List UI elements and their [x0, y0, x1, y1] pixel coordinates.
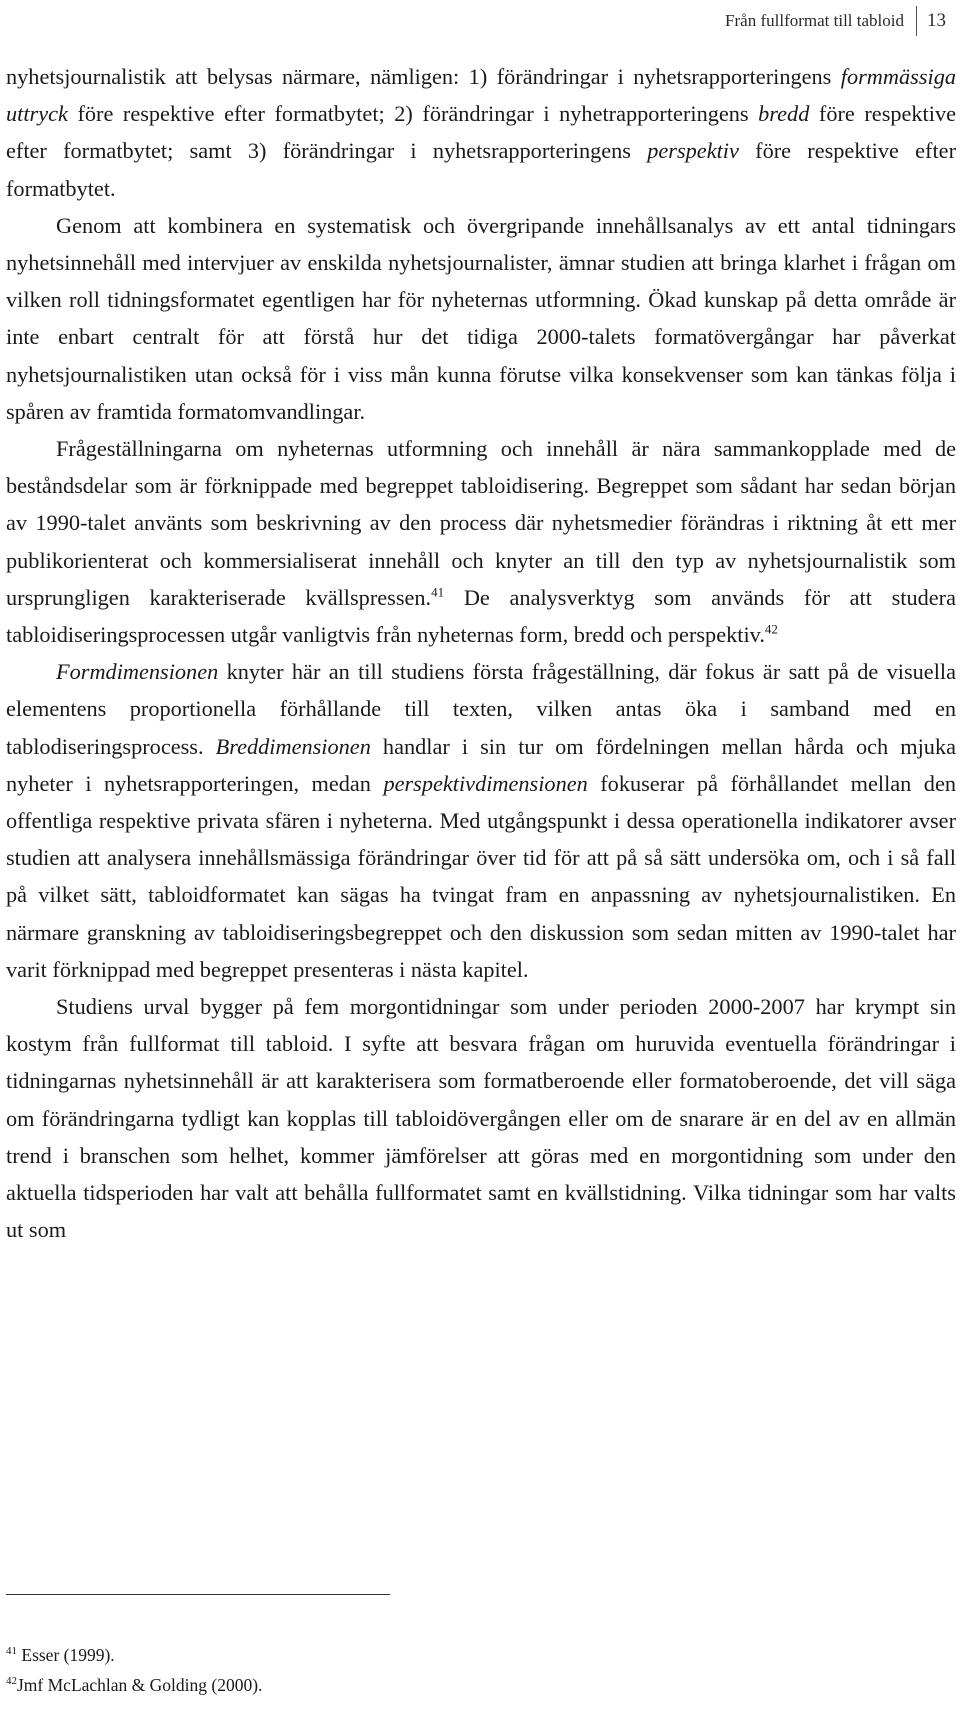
footnote-ref-42[interactable]: 42 — [764, 621, 778, 637]
footnote-number: 41 — [6, 1645, 17, 1658]
paragraph-4 — [6, 653, 956, 988]
body-text — [6, 58, 956, 1249]
page-number: 13 — [927, 10, 946, 31]
paragraph-2: Genom att kombinera en systematisk och övergripande innehållsanalys av ett antal tidningars nyhetsinnehåll med intervjuer av enskilda nyhetsjournalister, ämnar studien att bringa klarhet i frågan om vilken roll tidningsformatet egentligen har för nyheternas utformning. Ökad kunskap på detta område är inte enbart centralt för att förstå hur det tidiga 2000-talets formatövergångar har påverkat nyhetsjournalistiken utan också för i viss mån kunna förutse vilka konsekvenser som kan tänkas följa i spåren av framtida formatomvandlingar. — [6, 212, 956, 424]
footnotes — [6, 1640, 946, 1700]
footnote-separator — [6, 1594, 390, 1595]
p3-text-2: De analysverktyg som används för att studera tabloidiseringsprocessen utgår vanligtvis från nyheternas form, bredd och perspektiv. — [6, 584, 956, 648]
p4-text-2: handlar i sin tur om fördelningen mellan hårda och mjuka nyheter i nyhetsrapporteringen, medan — [6, 733, 956, 796]
footnote-42 — [6, 1670, 946, 1700]
paragraph-3 — [6, 430, 956, 653]
p1-text-2: före respektive efter formatbytet; 2) förändringar i nyhetrapporteringens — [67, 101, 759, 127]
footnote-text: Jmf McLachlan & Golding (2000). — [17, 1675, 263, 1695]
p4-text-1: knyter här an till studiens första frågeställning, där fokus är satt på de visuella elementens proportionella förhållande till texten, vilken antas öka i samband med en tablodiseringsprocess. — [6, 659, 956, 759]
p1-term-bredd: bredd — [758, 101, 810, 127]
p4-term-perspektivdimensionen: perspektivdimensionen — [383, 770, 588, 796]
p4-term-formdimensionen: Formdimensionen — [56, 659, 219, 685]
p1-term-perspektiv: perspektiv — [647, 138, 739, 164]
p3-text-1: Frågeställningarna om nyheternas utformning och innehåll är nära sammankopplade med de beståndsdelar som är förknippade med begreppet tabloidisering. Begreppet som sådant har sedan början av 1990-talet använts som beskrivning av den process där nyhetsmedier förändras i riktning åt ett mer publikorienterat och kommersialiserat innehåll och knyter an till den typ av nyhetsjournalistik som ursprungligen karakteriserade kvällspressen. — [6, 436, 956, 610]
running-header — [725, 6, 946, 36]
p4-term-breddimensionen: Breddimensionen — [215, 733, 371, 759]
running-title: Från fullformat till tabloid — [725, 11, 904, 30]
p4-text-3: fokuserar på förhållandet mellan den offentliga respektive privata sfären i nyheterna. Med utgångspunkt i dessa operationella indikatorer avser studien att analysera innehållsmässiga förändringar över tid för att på så sätt undersöka om, och i så fall på vilket sätt, tabloidformatet kan sägas ha tvingat fram en anpassning av nyhetsjournalistiken. En närmare granskning av tabloidiseringsbegreppet och den diskussion som sedan mitten av 1990-talet har varit förknippad med begreppet presenteras i nästa kapitel. — [6, 770, 956, 982]
footnote-number: 42 — [6, 1675, 17, 1688]
footnote-text: Esser (1999). — [17, 1645, 115, 1665]
paragraph-5: Studiens urval bygger på fem morgontidningar som under perioden 2000-2007 har krympt sin kostym från fullformat till tabloid. I syfte att besvara frågan om huruvida eventuella förändringar i tidningarnas nyhetsinnehåll är att karakterisera som formatberoende eller formatoberoende, det vill säga om förändringarna tydligt kan kopplas till tabloidövergången eller om de snarare är en del av en allmän trend i branschen som helhet, kommer jämförelser att göras med en morgontidning som under den aktuella tidsperioden har valt att behålla fullformatet samt en kvällstidning. Vilka tidningar som har valts ut som — [6, 994, 956, 1243]
paragraph-1 — [6, 58, 956, 207]
p1-text-3: före respektive efter formatbytet; samt 3) förändringar i nyhetsrapporteringens — [6, 101, 956, 164]
p1-text-4: före respektive efter formatbytet. — [6, 138, 956, 201]
footnote-ref-41[interactable]: 41 — [431, 584, 445, 600]
p1-text-1: nyhetsjournalistik att belysas närmare, nämligen: 1) förändringar i nyhetsrapporteringens — [6, 64, 841, 89]
footnote-41 — [6, 1640, 946, 1670]
p1-term-formmassiga: formmässiga uttryck — [6, 64, 956, 127]
